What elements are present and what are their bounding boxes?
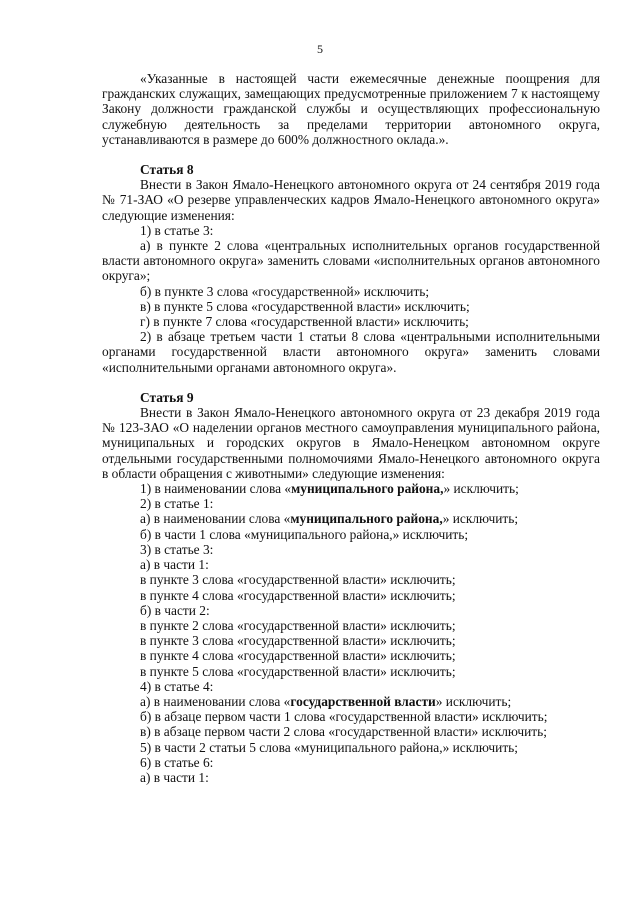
article-9-item: в пункте 5 слова «государственной власти» исключить; <box>140 663 456 679</box>
article-8-item: б) в пункте 3 слова «государственной» исключить; <box>140 283 430 299</box>
article-9-item: в пункте 3 слова «государственной власти» исключить; <box>140 572 456 588</box>
article-8-item: 1) в статье 3: <box>140 222 214 238</box>
article-9-item: в пункте 2 слова «государственной власти» исключить; <box>140 617 456 633</box>
article-8-heading: Статья 8 <box>140 162 194 178</box>
article-8-item: в) в пункте 5 слова «государственной власти» исключить; <box>140 298 470 314</box>
article-9-item: б) в части 2: <box>140 602 210 618</box>
document-body <box>102 71 600 785</box>
article-9-item: а) в части 1: <box>140 557 209 573</box>
quote-paragraph: «Указанные в настоящей части ежемесячные денежные поощрения для гражданских служащих, замещающих предусмотренные приложением 7 к настоящему Закону должности гражданской службы и осуществляющих профессиональную служебную деятельность за пределами территории автономного округа, устанавливаются в размере до 600% должностного оклада.». <box>102 71 600 147</box>
article-9-item: в пункте 4 слова «государственной власти» исключить; <box>140 587 456 603</box>
article-9-item: б) в части 1 слова «муниципального района,» исключить; <box>140 526 469 542</box>
article-9-item: в) в абзаце первом части 2 слова «государственной власти» исключить; <box>140 724 547 740</box>
article-9-item: б) в абзаце первом части 1 слова «государственной власти» исключить; <box>140 709 548 725</box>
article-9-item: 3) в статье 3: <box>140 541 214 557</box>
article-9-intro: Внести в Закон Ямало-Ненецкого автономного округа от 23 декабря 2019 года № 123-ЗАО «О наделении органов местного самоуправления муниципального района, муниципальных и городских округов в Ямало-Ненецком автономном округе отдельными государственными полномочиями Ямало-Ненецкого автономного округа в области обращения с животными» следующие изменения: <box>102 405 600 481</box>
article-9-heading: Статья 9 <box>140 389 194 405</box>
article-9-item: а) в наименовании слова «муниципального района,» исключить; <box>140 511 519 527</box>
article-8-intro: Внести в Закон Ямало-Ненецкого автономного округа от 24 сентября 2019 года № 71-ЗАО «О резерве управленческих кадров Ямало-Ненецкого автономного округа» следующие изменения: <box>102 177 600 223</box>
article-9-item: 2) в статье 1: <box>140 496 214 512</box>
article-9-item: 5) в части 2 статьи 5 слова «муниципального района,» исключить; <box>140 739 519 755</box>
page-number: 5 <box>317 42 323 56</box>
article-8-item: г) в пункте 7 слова «государственной власти» исключить; <box>140 314 469 330</box>
article-9-item: в пункте 4 слова «государственной власти» исключить; <box>140 648 456 664</box>
article-9-item: а) в наименовании слова «государственной власти» исключить; <box>140 693 512 709</box>
article-9-item: 1) в наименовании слова «муниципального района,» исключить; <box>140 481 519 497</box>
article-8-item: 2) в абзаце третьем части 1 статьи 8 слова «центральными исполнительными органами государственной власти автономного округа» заменить словами «исполнительными органами автономного округа». <box>102 329 600 375</box>
article-9-item: в пункте 3 слова «государственной власти» исключить; <box>140 633 456 649</box>
article-9-item: 4) в статье 4: <box>140 678 214 694</box>
article-9-item: а) в части 1: <box>140 769 209 785</box>
article-8-item: а) в пункте 2 слова «центральных исполнительных органов государственной власти автономного округа» заменить словами «исполнительных органов автономного округа»; <box>102 238 600 284</box>
article-9-item: 6) в статье 6: <box>140 754 214 770</box>
